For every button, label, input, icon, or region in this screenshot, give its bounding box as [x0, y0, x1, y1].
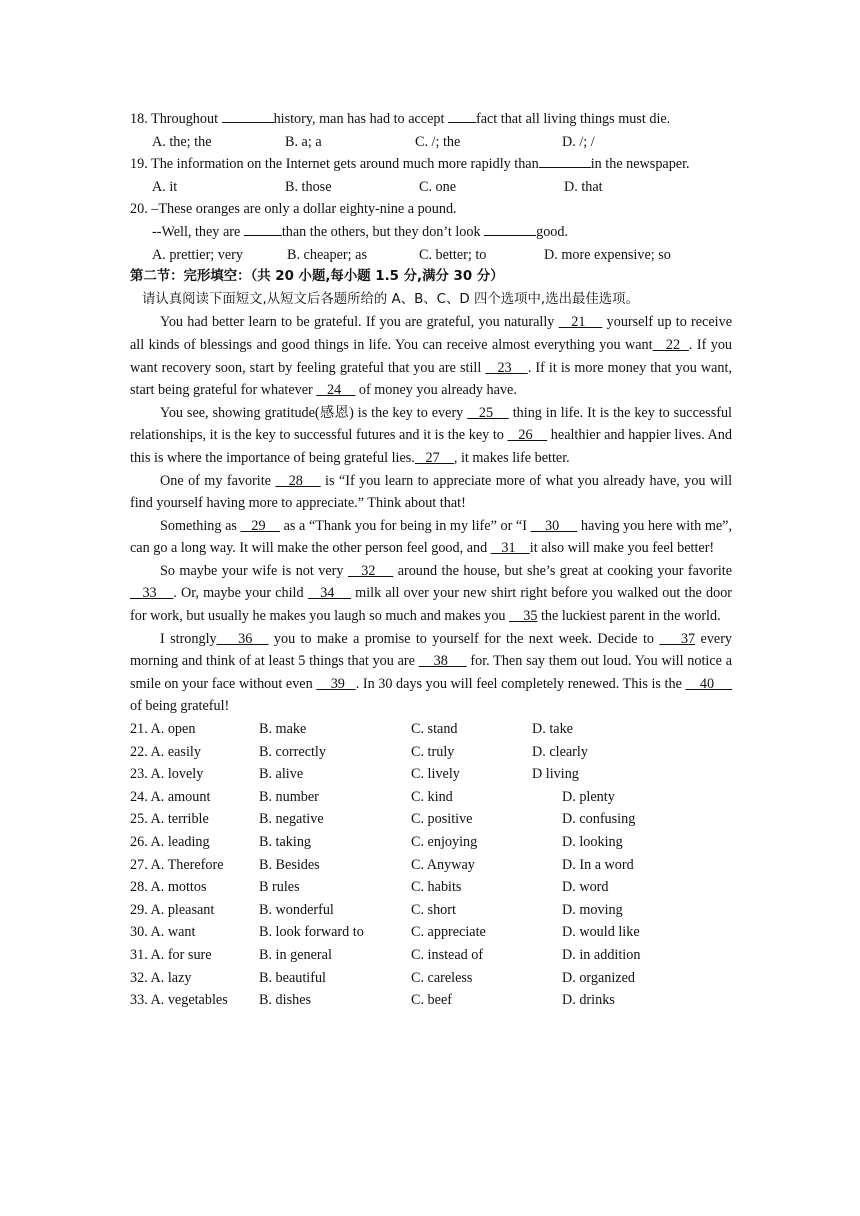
option-a: 33. A. vegetables	[130, 992, 228, 1009]
section-title: 第二节：完形填空：（共 20 小题,每小题 1.5 分,满分 30 分）	[130, 269, 504, 285]
option-d: D. more expensive; so	[544, 246, 671, 263]
option-row	[130, 921, 732, 944]
option-b: B. cheaper; as	[287, 246, 367, 263]
option-b: B. in general	[259, 946, 332, 963]
blank-29: 29	[240, 517, 280, 534]
option-c: C. instead of	[411, 946, 484, 963]
option-row	[130, 763, 732, 786]
answer-blank	[539, 153, 591, 168]
option-a: 23. A. lovely	[130, 766, 204, 783]
question-text: good.	[536, 223, 569, 240]
question-text: 18. Throughout	[130, 111, 222, 127]
blank-21: 21	[558, 314, 603, 331]
option-d: D. organized	[562, 969, 636, 986]
option-c: C. /; the	[415, 133, 461, 150]
option-row	[130, 967, 732, 990]
option-c: C. kind	[411, 788, 453, 805]
answer-blank	[448, 108, 476, 123]
option-c: C. appreciate	[411, 924, 486, 941]
option-d: D. word	[562, 879, 609, 896]
blank-24: 24	[316, 382, 356, 399]
option-c: C. enjoying	[411, 834, 478, 850]
question-text: --Well, they are	[152, 223, 244, 240]
exam-page	[130, 108, 732, 1012]
option-b: B. Besides	[259, 856, 320, 873]
option-a: 24. A. amount	[130, 788, 211, 805]
option-a: 26. A. leading	[130, 834, 210, 850]
blank-22: 22	[652, 336, 689, 353]
option-b: B. wonderful	[259, 901, 334, 918]
blank-39: 39	[316, 675, 356, 692]
passage-paragraph-6: I strongly 36 you to make a promise to yourself for the next week. Decide to 37 every morning and think of at least 5 things that you are 38 for. Then say them out loud. You will notice a smile on your face without even 39 . In 30 days you will feel completely renewed. This is the 40 of being grateful!	[130, 630, 733, 715]
option-d: D. confusing	[562, 811, 636, 828]
option-b: B. look forward to	[259, 924, 364, 941]
blank-36: 36	[216, 630, 269, 647]
question-text: than the others, but they don’t look	[281, 223, 485, 240]
blank-35: 35	[509, 608, 538, 625]
question-18	[130, 108, 732, 131]
option-a: 30. A. want	[130, 924, 196, 941]
question-19	[130, 153, 732, 176]
option-row	[130, 854, 732, 877]
option-c: C. beef	[411, 992, 452, 1009]
option-b: B. beautiful	[259, 969, 326, 986]
option-b: B. dishes	[259, 992, 312, 1009]
option-d: D. In a word	[562, 856, 634, 873]
cloze-options-list	[130, 718, 732, 1012]
option-row	[130, 831, 732, 854]
option-d: D. take	[532, 721, 573, 738]
question-text: in the newspaper.	[590, 156, 690, 173]
blank-40: 40	[685, 675, 733, 692]
blank-31: 31	[490, 540, 530, 557]
option-c: C. stand	[411, 721, 458, 738]
option-d: D. that	[564, 178, 603, 195]
option-c: C. careless	[411, 969, 473, 986]
option-d: D. moving	[562, 901, 623, 918]
option-b: B. make	[259, 721, 307, 738]
blank-32: 32	[347, 562, 394, 579]
question-19-options	[130, 176, 732, 199]
option-a: 22. A. easily	[130, 743, 201, 760]
option-b: B. correctly	[259, 743, 326, 760]
option-row	[130, 718, 732, 741]
option-b: B rules	[259, 879, 300, 896]
option-c: C. Anyway	[411, 856, 475, 873]
option-c: C. positive	[411, 811, 473, 828]
blank-30: 30	[530, 517, 578, 534]
question-20	[130, 198, 732, 221]
option-c: C. habits	[411, 879, 462, 896]
option-d: D. in addition	[562, 946, 641, 963]
option-row	[130, 741, 732, 764]
option-row	[130, 989, 732, 1012]
answer-blank	[222, 108, 274, 123]
option-b: B. taking	[259, 834, 312, 850]
option-b: B. negative	[259, 811, 324, 828]
passage-paragraph-1: You had better learn to be grateful. If you are grateful, you naturally 21 yourself up to receive all kinds of blessings and good things in life. You can receive almost everything you want 22 . If you want recovery soon, start by feeling grateful that you are still 23 . If it is more money that you want, start being grateful for whatever 24 of money you already have.	[130, 314, 733, 399]
option-a: A. it	[152, 178, 178, 195]
option-b: B. alive	[259, 766, 304, 783]
option-c: C. short	[411, 901, 456, 918]
passage-paragraph-2: You see, showing gratitude(感恩) is the key to every 25 thing in life. It is the key to successful relationships, it is the key to successful futures and it is the key to 26 healthier and happier lives. And this is where the importance of being grateful lies. 27 , it makes life better.	[130, 404, 732, 466]
option-b: B. those	[285, 178, 332, 195]
option-row	[130, 944, 732, 967]
question-text: fact that all living things must die.	[475, 111, 671, 127]
option-a: 31. A. for sure	[130, 946, 212, 963]
option-a: A. prettier; very	[152, 246, 243, 263]
question-18-options	[130, 131, 732, 154]
blank-38: 38	[418, 653, 467, 670]
option-b: B. number	[259, 788, 319, 805]
answer-blank	[244, 221, 282, 236]
option-b: B. a; a	[285, 133, 322, 150]
section-instruction: 请认真阅读下面短文,从短文后各题所给的 A、B、C、D 四个选项中,选出最佳选项。	[142, 291, 639, 307]
blank-33: 33	[130, 585, 174, 602]
question-20-line2	[130, 221, 732, 244]
blank-23: 23	[485, 359, 528, 376]
option-c: C. better; to	[419, 246, 487, 263]
option-a: 25. A. terrible	[130, 811, 209, 828]
option-d: D. drinks	[562, 992, 615, 1009]
blank-26: 26	[507, 427, 548, 444]
passage-paragraph-3: One of my favorite 28 is “If you learn to appreciate more of what you already have, you will find yourself having more to appreciate.” Think about that!	[130, 472, 733, 512]
answer-blank	[484, 221, 536, 236]
option-d: D. would like	[562, 924, 640, 941]
passage-paragraph-4: Something as 29 as a “Thank you for being in my life” or “I 30 having you here with me”, can go a long way. It will make the other person feel good, and 31 it also will make you feel better!	[130, 517, 732, 557]
option-d: D. looking	[562, 834, 623, 850]
blank-25: 25	[467, 404, 509, 421]
question-text: history, man has had to accept	[273, 111, 448, 127]
option-a: 29. A. pleasant	[130, 901, 215, 918]
option-a: 32. A. lazy	[130, 969, 192, 986]
question-text: 19. The information on the Internet gets around much more rapidly than	[130, 156, 539, 173]
option-row	[130, 786, 732, 809]
option-row	[130, 876, 732, 899]
option-c: C. lively	[411, 766, 460, 783]
blank-28: 28	[275, 472, 321, 489]
blank-34: 34	[307, 585, 351, 602]
option-c: C. one	[419, 178, 457, 195]
blank-37: 37	[659, 630, 696, 647]
option-d: D. /; /	[562, 133, 595, 150]
question-text: 20. –These oranges are only a dollar eighty-nine a pound.	[130, 201, 457, 218]
option-a: 27. A. Therefore	[130, 856, 224, 873]
question-20-options	[130, 244, 732, 267]
option-c: C. truly	[411, 743, 455, 760]
option-a: 28. A. mottos	[130, 879, 207, 896]
passage-paragraph-5: So maybe your wife is not very 32 around the house, but she’s great at cooking your favorite 33 . Or, maybe your child 34 milk all over your new shirt right before you walked out the door for work, but usually he makes you laugh so much and makes you 35 the luckiest parent in the world.	[130, 562, 733, 625]
option-d: D living	[532, 766, 579, 783]
option-row	[130, 808, 732, 831]
option-a: 21. A. open	[130, 721, 196, 738]
option-d: D. plenty	[562, 788, 615, 805]
option-d: D. clearly	[532, 743, 588, 760]
blank-27: 27	[414, 449, 454, 466]
option-a: A. the; the	[152, 133, 212, 150]
option-row	[130, 899, 732, 922]
